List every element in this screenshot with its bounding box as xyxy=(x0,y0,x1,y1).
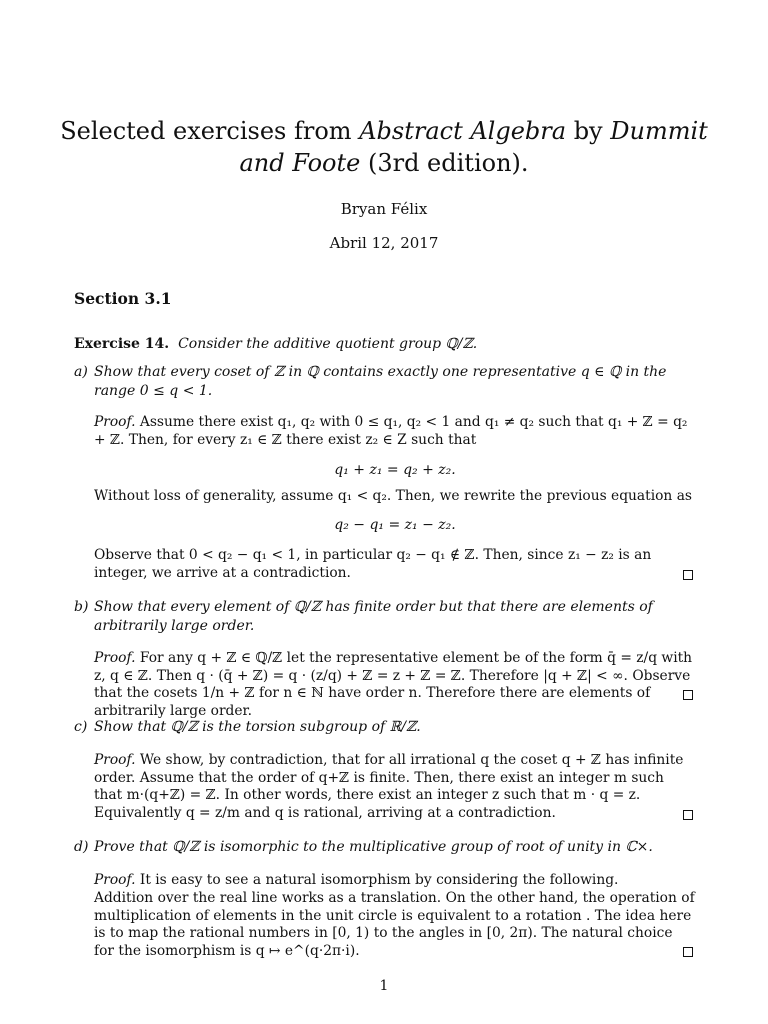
part-d-text: Prove that ℚ/ℤ is isomorphic to the multiplicative group of root of unity in ℂ×. xyxy=(94,839,653,855)
part-a-qed-icon xyxy=(683,570,693,580)
part-a-equation-2: q₂ − q₁ = z₁ − z₂. xyxy=(334,517,456,533)
part-a-equation-1: q₁ + z₁ = q₂ + z₂. xyxy=(334,462,456,478)
author: Bryan Félix xyxy=(340,200,428,218)
part-c-proof xyxy=(94,752,696,822)
exercise-statement: Consider the additive quotient group ℚ/ℤ. xyxy=(178,336,478,352)
part-a-proof-word: Proof. xyxy=(94,414,136,430)
part-d-qed-icon xyxy=(683,947,693,957)
title-authors: Dummit and Foote xyxy=(239,117,708,177)
part-d-label: d) xyxy=(74,839,89,855)
part-b-label: b) xyxy=(74,599,89,615)
part-a-text: Show that every coset of ℤ in ℚ contains exactly one representative q ∈ ℚ in the range 0 ≤ q < 1. xyxy=(94,364,667,399)
part-d-proof-word: Proof. xyxy=(94,872,136,888)
page-number: 1 xyxy=(379,978,389,994)
document-title xyxy=(60,115,708,179)
part-b-proof-word: Proof. xyxy=(94,650,136,666)
part-b-proof-text: For any q + ℤ ∈ ℚ/ℤ let the representative element be of the form q̄ = z/q with z, q ∈ ℤ. Then q · (q̄ + ℤ) = q · (z/q) + ℤ = z + ℤ = ℤ. Therefore |q + ℤ| < ∞. Observe that the cosets 1/n + ℤ for n ∈ ℕ have order n. Therefore there are elements of arbitrarily large order. xyxy=(94,650,693,719)
section-heading: Section 3.1 xyxy=(74,289,172,308)
part-c-qed-icon xyxy=(683,810,693,820)
part-c-text: Show that ℚ/ℤ is the torsion subgroup of ℝ/ℤ. xyxy=(94,719,421,735)
title-book: Abstract Algebra xyxy=(359,117,567,145)
part-a-proof-text-3: Observe that 0 < q₂ − q₁ < 1, in particular q₂ − q₁ ∉ ℤ. Then, since z₁ − z₂ is an integer, we arrive at a contradiction. xyxy=(94,547,652,581)
part-a-proof-1 xyxy=(94,414,696,449)
title-part-1: Selected exercises from xyxy=(60,117,360,145)
part-a-proof-text-2: Without loss of generality, assume q₁ < q₂. Then, we rewrite the previous equation as xyxy=(94,488,693,504)
title-part-3: (3rd edition). xyxy=(360,149,529,177)
part-c-label: c) xyxy=(74,719,88,735)
part-b-text: Show that every element of ℚ/ℤ has finite order but that there are elements of arbitrarily large order. xyxy=(94,599,653,634)
part-a-proof-text-1: Assume there exist q₁, q₂ with 0 ≤ q₁, q₂ < 1 and q₁ ≠ q₂ such that q₁ + ℤ = q₂ + ℤ. Then, for every z₁ ∈ ℤ there exist z₂ ∈ Z such that xyxy=(94,414,688,448)
part-c-proof-text: We show, by contradiction, that for all irrational q the coset q + ℤ has infinite order. Assume that the order of q+ℤ is finite. Then, there exist an integer m such that m·(q+ℤ) = ℤ. In other words, there exist an integer z such that m · q = z. Equivalently q = z/m and q is rational, arriving at a contradiction. xyxy=(94,752,684,821)
title-part-2: by xyxy=(566,117,611,145)
exercise-label: Exercise 14. xyxy=(74,336,170,352)
part-c-proof-word: Proof. xyxy=(94,752,136,768)
part-d-proof-1 xyxy=(94,872,696,890)
part-b-proof xyxy=(94,650,696,720)
part-a-label: a) xyxy=(74,364,88,380)
date: Abril 12, 2017 xyxy=(329,234,439,252)
part-d-proof-text-1: It is easy to see a natural isomorphism by considering the following. xyxy=(135,872,619,888)
part-b-qed-icon xyxy=(683,690,693,700)
exercise-heading xyxy=(74,335,696,354)
part-d-proof-text-2: Addition over the real line works as a translation. On the other hand, the operation of multiplication of elements in the unit circle is equivalent to a rotation . The idea here is to map the rational numbers in [0, 1) to the angles in [0, 2π). The natural choice for the isomorphism is q ↦ e^(q·2π·i). xyxy=(94,890,695,959)
